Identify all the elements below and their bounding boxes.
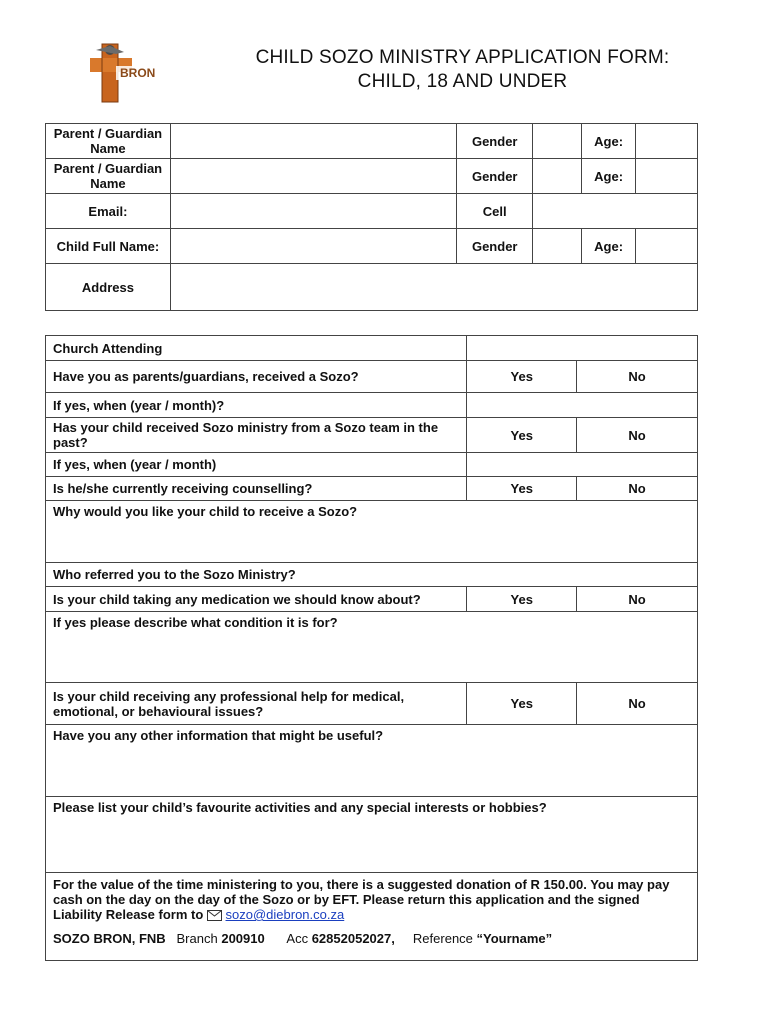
child-sozo-no[interactable]: No	[577, 418, 698, 453]
parent-name-label-1: Parent / Guardian Name	[46, 124, 171, 159]
bank-name: SOZO BRON, FNB	[53, 931, 166, 946]
child-name-label: Child Full Name:	[46, 229, 171, 264]
child-sozo-yes[interactable]: Yes	[467, 418, 577, 453]
other-info-question[interactable]: Have you any other information that might be useful?	[46, 725, 698, 797]
medication-question: Is your child taking any medication we should know about?	[46, 587, 467, 612]
child-age-field[interactable]	[636, 229, 698, 264]
counselling-no[interactable]: No	[577, 477, 698, 501]
bron-logo	[86, 42, 166, 104]
branch-code: 200910	[221, 931, 265, 946]
child-gender-label: Gender	[457, 229, 533, 264]
parent-gender-field-2[interactable]	[533, 159, 582, 194]
email-link[interactable]: sozo@diebron.co.za	[225, 907, 345, 922]
parents-sozo-when-label: If yes, when (year / month)?	[46, 393, 467, 418]
parents-sozo-when-field[interactable]	[467, 393, 698, 418]
logo-text: BRON	[120, 66, 156, 80]
personal-details-table	[45, 123, 698, 311]
child-sozo-question: Has your child received Sozo ministry from a Sozo team in the past?	[46, 418, 467, 453]
title-line-1: CHILD SOZO MINISTRY APPLICATION FORM:	[255, 47, 670, 68]
child-age-label: Age:	[582, 229, 636, 264]
form-title	[200, 46, 725, 94]
acc-number: 62852052027,	[311, 931, 395, 946]
parent-age-field-1[interactable]	[636, 124, 698, 159]
church-attending-label: Church Attending	[46, 336, 467, 361]
professional-help-question: Is your child receiving any professional help for medical, emotional, or behavioural issues?	[46, 683, 467, 725]
parent-name-field-2[interactable]	[170, 159, 456, 194]
medication-no[interactable]: No	[577, 587, 698, 612]
donation-info	[46, 873, 698, 961]
cell-field[interactable]	[533, 194, 698, 229]
parents-sozo-no[interactable]: No	[577, 361, 698, 393]
parent-gender-label-1: Gender	[457, 124, 533, 159]
questions-table	[45, 335, 698, 961]
parents-sozo-question: Have you as parents/guardians, received a Sozo?	[46, 361, 467, 393]
parent-gender-field-1[interactable]	[533, 124, 582, 159]
church-attending-field[interactable]	[467, 336, 698, 361]
child-sozo-when-label: If yes, when (year / month)	[46, 453, 467, 477]
medication-yes[interactable]: Yes	[467, 587, 577, 612]
address-field[interactable]	[170, 264, 697, 311]
professional-help-no[interactable]: No	[577, 683, 698, 725]
title-line-2: CHILD, 18 AND UNDER	[357, 71, 568, 92]
mail-icon	[207, 910, 222, 921]
condition-question[interactable]: If yes please describe what condition it is for?	[46, 612, 698, 683]
parent-age-field-2[interactable]	[636, 159, 698, 194]
address-label: Address	[46, 264, 171, 311]
parent-age-label-1: Age:	[582, 124, 636, 159]
counselling-question: Is he/she currently receiving counselling?	[46, 477, 467, 501]
child-sozo-when-field[interactable]	[467, 453, 698, 477]
parent-name-label-2: Parent / Guardian Name	[46, 159, 171, 194]
cell-label: Cell	[457, 194, 533, 229]
counselling-yes[interactable]: Yes	[467, 477, 577, 501]
branch-label: Branch	[176, 931, 218, 946]
parents-sozo-yes[interactable]: Yes	[467, 361, 577, 393]
parent-gender-label-2: Gender	[457, 159, 533, 194]
bank-details	[53, 931, 690, 946]
email-label: Email:	[46, 194, 171, 229]
acc-label: Acc	[286, 931, 309, 946]
professional-help-yes[interactable]: Yes	[467, 683, 577, 725]
reference-value: “Yourname”	[476, 931, 553, 946]
child-name-field[interactable]	[170, 229, 456, 264]
reference-label: Reference	[412, 931, 473, 946]
child-gender-field[interactable]	[533, 229, 582, 264]
parent-age-label-2: Age:	[582, 159, 636, 194]
email-field[interactable]	[170, 194, 456, 229]
why-sozo-question[interactable]: Why would you like your child to receive a Sozo?	[46, 501, 698, 563]
referred-question[interactable]: Who referred you to the Sozo Ministry?	[46, 563, 698, 587]
donation-text: For the value of the time ministering to you, there is a suggested donation of R 150.00. You may pay cash on the day on the day of the Sozo or by EFT. Please return this application and the signed Liability Release form to	[53, 877, 670, 922]
parent-name-field-1[interactable]	[170, 124, 456, 159]
activities-question[interactable]: Please list your child’s favourite activities and any special interests or hobbies?	[46, 797, 698, 873]
